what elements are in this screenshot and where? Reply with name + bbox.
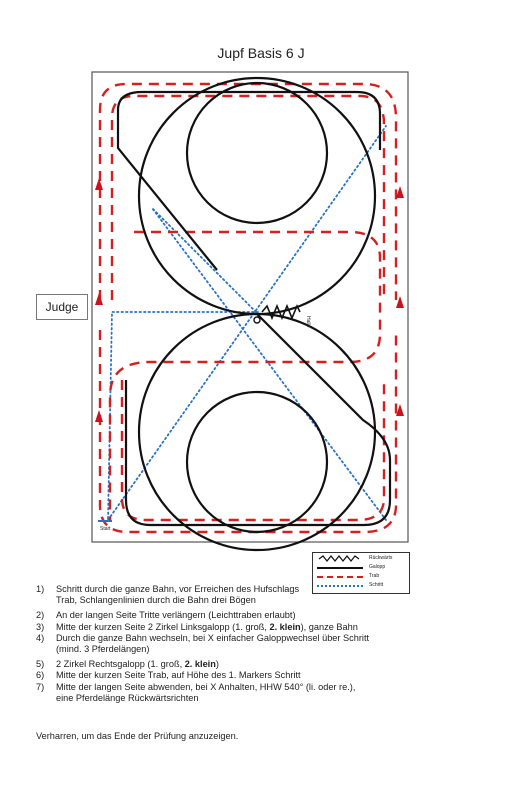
trot-serpentine [110, 232, 380, 520]
closing-text: Verharren, um das Ende der Prüfung anzuzeigen. [36, 731, 239, 741]
instruction-1: 1) Schritt durch die ganze Bahn, vor Erreichen des Hufschlags Trab, Schlangenlinien durch die Bahn drei Bögen [36, 584, 300, 606]
canter-large-circle-top [139, 78, 375, 314]
judge-label: Judge [45, 300, 79, 314]
solid-line-icon [317, 567, 363, 569]
zigzag-icon [317, 554, 363, 563]
canter-change-diagonal [126, 314, 390, 525]
canter-whole-arena-top [118, 92, 380, 270]
instruction-3: 3) Mitte der kurzen Seite 2 Zirkel Linksgalopp (1. groß, 2. klein), ganze Bahn [36, 621, 358, 632]
instruction-5: 5) 2 Zirkel Rechtsgalopp (1. groß, 2. klein) [36, 659, 219, 670]
canter-small-circle-top [187, 83, 327, 223]
instructions-list [36, 584, 456, 704]
trot-inner-top [112, 96, 384, 300]
instruction-2: 2) An der langen Seite Tritte verlängern (Leichttraben erlaubt) [36, 610, 296, 621]
legend-item-canter: Galopp [317, 563, 407, 572]
page-title: Jupf Basis 6 J [217, 45, 305, 61]
canter-small-circle-bottom [187, 392, 327, 532]
cone-mid-left [95, 293, 103, 305]
legend-item-reinback: Rückwärts [317, 554, 407, 563]
arena-border [92, 72, 408, 542]
canter-large-circle-bottom [139, 314, 375, 550]
instruction-6: 6) Mitte der kurzen Seite Trab, auf Höhe des 1. Markers Schritt [36, 670, 301, 681]
cone-top-left [95, 178, 103, 190]
judge-box [36, 294, 88, 320]
instruction-4: 4) Durch die ganze Bahn wechseln, bei X einfacher Galoppwechsel über Schritt (mind. 3 Pferdelängen) [36, 632, 370, 655]
start-label: Start [100, 526, 111, 532]
instruction-7: 7) Mitte der langen Seite abwenden, bei X Anhalten, HHW 540° (li. oder re.), eine Pferdelänge Rückwärtsrichten [36, 681, 356, 703]
legend-item-walk: Schritt [317, 581, 407, 590]
legend-item-trot: Trab [317, 572, 407, 581]
walk-to-judge [108, 312, 258, 520]
x-marker-label: Halle [305, 316, 311, 328]
dashed-line-icon [317, 576, 363, 578]
cone-bottom-left [95, 410, 103, 422]
x-marker [254, 317, 260, 323]
walk-diagonal [108, 126, 386, 520]
